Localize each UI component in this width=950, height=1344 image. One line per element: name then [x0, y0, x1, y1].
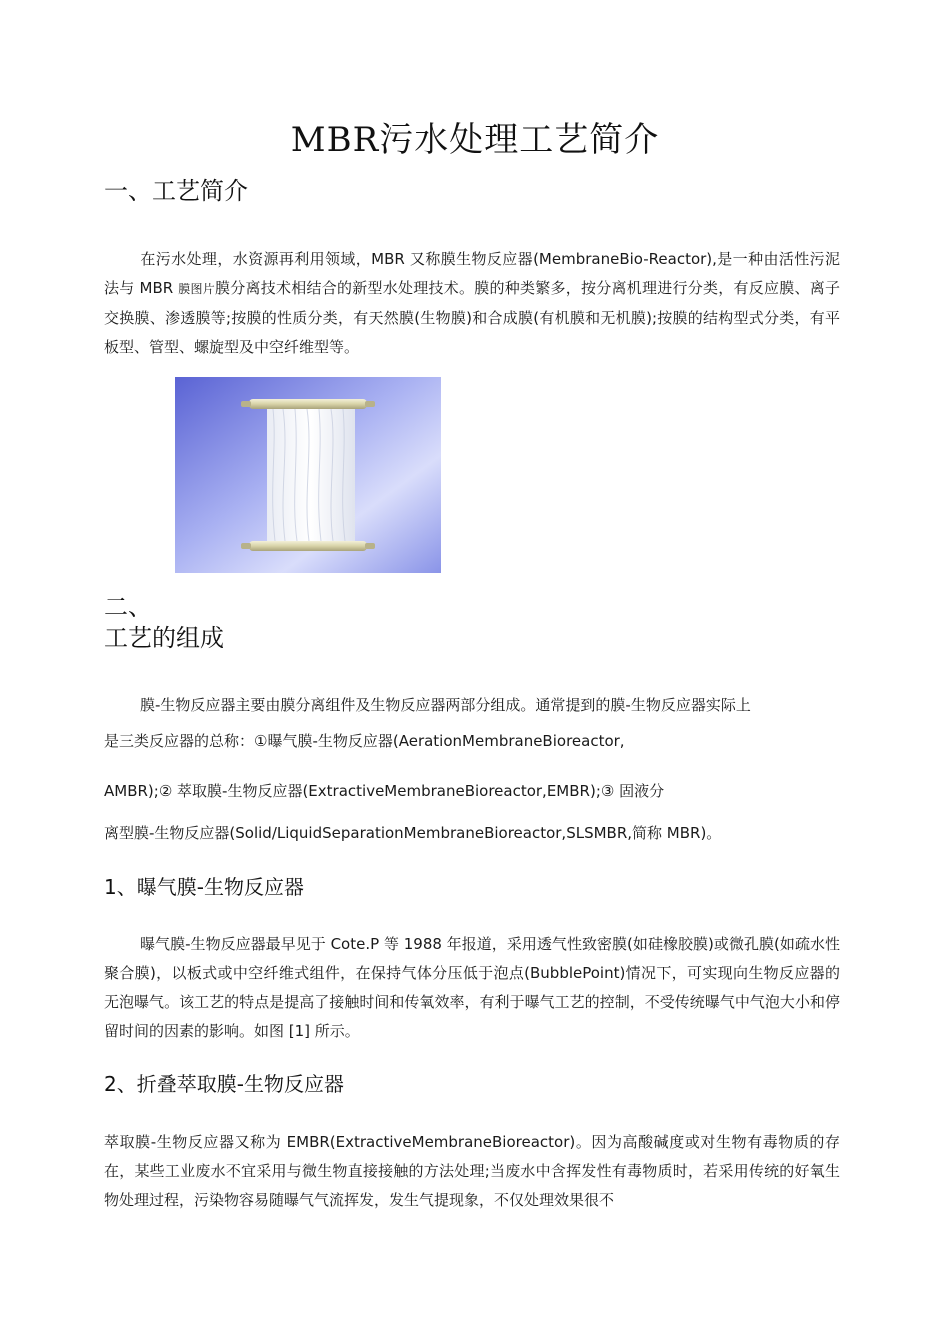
- section-2-heading: 工艺的组成: [104, 624, 224, 652]
- subsection-1-heading: 1、曝气膜-生物反应器: [104, 875, 304, 899]
- subsection-2-heading: 2、折叠萃取膜-生物反应器: [104, 1072, 344, 1096]
- section-2-line-2: 是三类反应器的总称：①曝气膜-生物反应器(AerationMembraneBioreactor,: [104, 732, 625, 750]
- page-title: MBR污水处理工艺简介: [290, 120, 660, 160]
- subsection-2-text: 萃取膜-生物反应器又称为 EMBR(ExtractiveMembraneBioreactor)。因为高酸碱度或对生物有毒物质的存在，某些工业废水不宜采用与微生物直接接触的方法处理;当废水中含挥发性有毒物质时，若采用传统的好氧生物处理过程，污染物容易随曝气气流挥发，发生气提现象，不仅处理效果很不: [104, 1133, 840, 1209]
- section-2-line-1: 膜-生物反应器主要由膜分离组件及生物反应器两部分组成。通常提到的膜-生物反应器实际上: [140, 696, 751, 714]
- membrane-module-figure: [175, 377, 441, 573]
- section-2-line-3: AMBR);② 萃取膜-生物反应器(ExtractiveMembraneBioreactor,EMBR);③ 固液分: [104, 782, 665, 800]
- section-2-line-4: 离型膜-生物反应器(Solid/LiquidSeparationMembraneBioreactor,SLSMBR,简称 MBR)。: [104, 824, 722, 842]
- subsection-1-text: 曝气膜-生物反应器最早见于 Cote.P 等 1988 年报道，采用透气性致密膜(如硅橡胶膜)或微孔膜(如疏水性聚合膜)，以板式或中空纤维式组件，在保持气体分压低于泡点(BubblePoint)情况下，可实现向生物反应器的无泡曝气。该工艺的特点是提高了接触时间和传氧效率，有利于曝气工艺的控制，不受传统曝气中气泡大小和停留时间的因素的影响。如图 [1] 所示。: [104, 935, 840, 1040]
- section-1-text-b: 膜分离技术相结合的新型水处理技术。膜的种类繁多，按分离机理进行分类，有反应膜、离子交换膜、渗透膜等;按膜的性质分类，有天然膜(生物膜)和合成膜(有机膜和无机膜);按膜的结构型式分类，有平板型、管型、螺旋型及中空纤维型等。: [104, 279, 840, 356]
- section-1-heading: 一、工艺简介: [104, 177, 248, 205]
- membrane-module-icon: [175, 377, 441, 573]
- section-1-inline-caption: 膜图片: [178, 282, 215, 296]
- section-1-text-a: 在污水处理，水资源再利用领域，MBR 又称膜生物反应器(MembraneBio-Reactor),是一种由活性污泥法与 MBR: [104, 250, 840, 297]
- section-2-heading-number: 二、: [104, 593, 152, 621]
- subsection-2-paragraph: [104, 1128, 840, 1215]
- subsection-1-paragraph: [104, 930, 840, 1046]
- section-1-paragraph: [104, 245, 840, 362]
